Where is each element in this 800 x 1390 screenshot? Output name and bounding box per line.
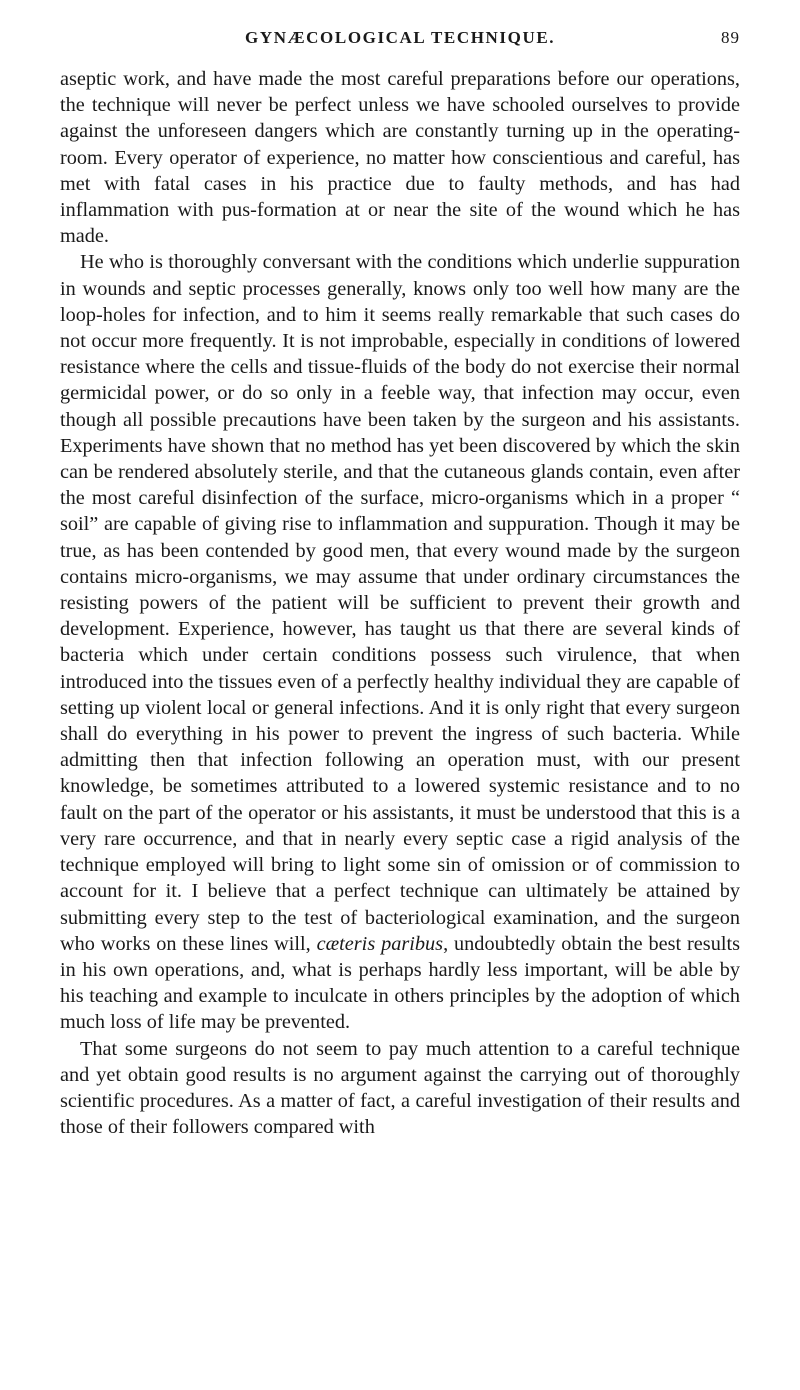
body-text: [60, 66, 740, 1140]
paragraph-2-text-a: He who is thoroughly conversant with the conditions which underlie suppuration in wounds and septic processes generally, knows only too well how many are the loop-holes for infection, and to him it seems really remarkable that such cases do not occur more frequently. It is not improbable, especially in conditions of lowered resistance where the cells and tissue-fluids of the body do not exercise their normal germicidal power, or do so only in a feeble way, that infection may occur, even though all possible precautions have been taken by the surgeon and his assistants. Experiments have shown that no method has yet been discovered by which the skin can be rendered absolutely sterile, and that the cutaneous glands contain, even after the most careful disinfection of the surface, micro-organisms which in a proper “ soil” are capable of giving rise to inflammation and suppuration. Though it may be true, as has been contended by good men, that every wound made by the surgeon contains micro-organisms, we may assume that under ordinary circumstances the resisting powers of the patient will be sufficient to prevent their growth and development. Experience, however, has taught us that there are several kinds of bacteria which under certain conditions possess such virulence, that when introduced into the tissues even of a perfectly healthy individual they are capable of setting up violent local or general infections. And it is only right that every surgeon shall do everything in his power to prevent the ingress of such bacteria. While admitting then that infection following an operation must, with our present knowledge, be sometimes attributed to a lowered systemic resistance and to no fault on the part of the operator or his assistants, it must be understood that this is a very rare occurrence, and that in nearly every septic case a rigid analysis of the technique employed will bring to light some sin of omission or of commission to account for it. I believe that a perfect technique can ultimately be attained by submitting every step to the test of bacteriological examination, and the surgeon who works on these lines will,: [60, 251, 740, 955]
running-head: GYNÆCOLOGICAL TECHNIQUE.: [245, 28, 556, 47]
paragraph-3: That some surgeons do not seem to pay much attention to a careful technique and yet obtain good results is no argument against the carrying out of thoroughly scientific procedures. As a matter of fact, a careful investigation of their results and those of their followers compared with: [60, 1037, 740, 1139]
paragraph-2-text-b: , undoubtedly obtain the best results in his own operations, and, what is perhaps hardly less important, will be able by his teaching and example to inculcate in others principles by the adoption of which much loss of life may be prevented.: [60, 932, 740, 1034]
page-number: 89: [721, 28, 740, 47]
paragraph-2: [60, 249, 740, 1035]
book-page: [60, 0, 760, 1390]
paragraph-1: aseptic work, and have made the most careful preparations before our operations, the technique will never be perfect unless we have schooled ourselves to provide against the unforeseen dangers which are constantly turning up in the operating-room. Every operator of experience, no matter how conscientious and careful, has met with fatal cases in his practice due to faulty methods, and has had inflammation with pus-formation at or near the site of the wound which he has made.: [60, 68, 740, 248]
page-header: [60, 28, 740, 58]
paragraph-2-italic-phrase: cæteris paribus: [316, 932, 444, 955]
